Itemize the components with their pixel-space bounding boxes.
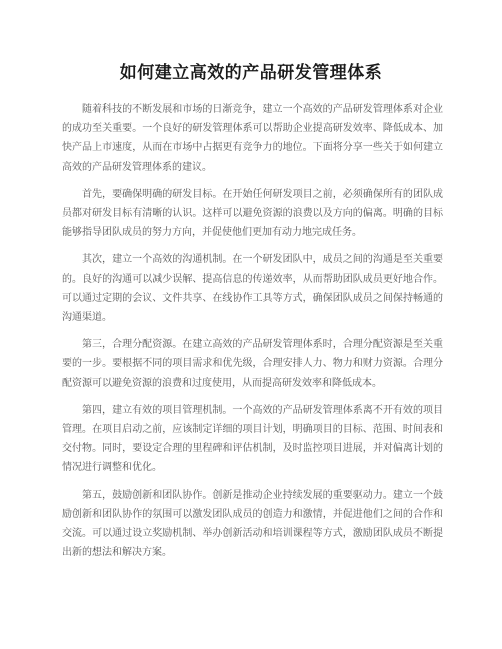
paragraph-second: 其次，建立一个高效的沟通机制。在一个研发团队中，成员之间的沟通是至关重要的。良好的沟通可以减少误解、提高信息的传递效率，从而帮助团队成员更好地合作。可以通过定期的会议、文件共享、在线协作工具等方式，确保团队成员之间保持畅通的沟通渠道。 bbox=[62, 254, 443, 324]
paragraph-fifth: 第五，鼓励创新和团队协作。创新是推动企业持续发展的重要驱动力。建立一个鼓励创新和团队协作的氛围可以激发团队成员的创造力和激情，并促进他们之间的合作和交流。可以通过设立奖励机制、举办创新活动和培训课程等方式，激励团队成员不断提出新的想法和解决方案。 bbox=[62, 489, 443, 559]
document-title: 如何建立高效的产品研发管理体系 bbox=[119, 63, 383, 83]
paragraph-first: 首先，要确保明确的研发目标。在开始任何研发项目之前，必须确保所有的团队成员都对研发目标有清晰的认识。这样可以避免资源的浪费以及方向的偏离。明确的目标能够指导团队成员的努力方向，并促使他们更加有动力地完成任务。 bbox=[62, 188, 443, 239]
document-body bbox=[62, 100, 443, 570]
paragraph-third: 第三，合理分配资源。在建立高效的产品研发管理体系时，合理分配资源是至关重要的一步。要根据不同的项目需求和优先级，合理安排人力、物力和财力资源。合理分配资源可以避免资源的浪费和过度使用，从而提高研发效率和降低成本。 bbox=[62, 339, 443, 389]
paragraph-intro: 随着科技的不断发展和市场的日渐竞争，建立一个高效的产品研发管理体系对企业的成功至关重要。一个良好的研发管理体系可以帮助企业提高研发效率、降低成本、加快产品上市速度，从而在市场中占据更有竞争力的地位。下面将分享一些关于如何建立高效的产品研发管理体系的建议。 bbox=[62, 104, 443, 173]
paragraph-fourth: 第四，建立有效的项目管理机制。一个高效的产品研发管理体系离不开有效的项目管理。在项目启动之前，应该制定详细的项目计划，明确项目的目标、范围、时间表和交付物。同时，要设定合理的里程碑和评估机制，及时监控项目进展，并对偏离计划的情况进行调整和优化。 bbox=[62, 404, 443, 474]
